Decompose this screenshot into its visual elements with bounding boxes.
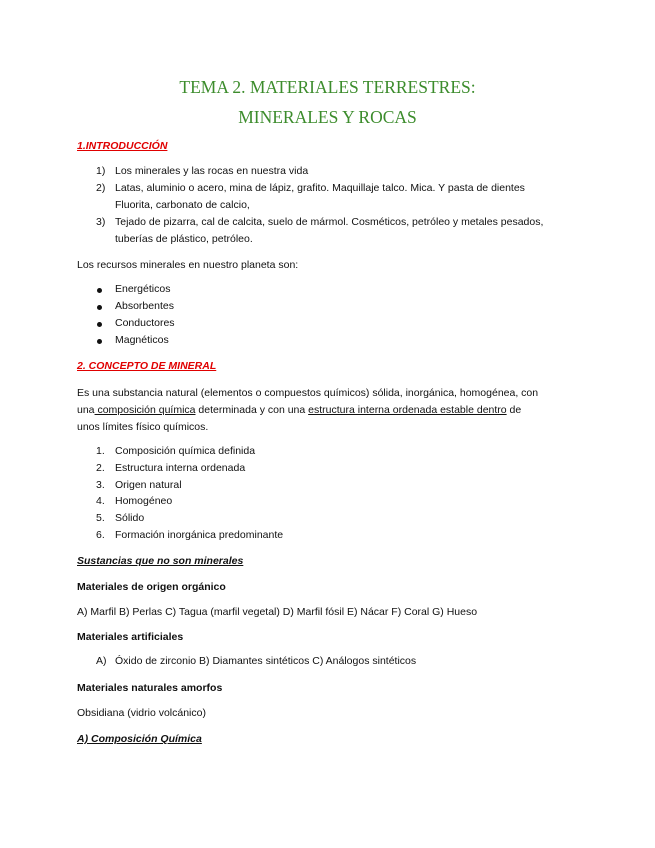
list-number: 1) bbox=[96, 165, 106, 177]
bullet-item: Energéticos bbox=[115, 283, 171, 295]
list-item: Latas, aluminio o acero, mina de lápiz, grafito. Maquillaje talco. Mica. Y pasta de dientes bbox=[115, 182, 525, 194]
non-minerals-heading: Sustancias que no son minerales bbox=[77, 555, 244, 567]
resources-intro: Los recursos minerales en nuestro planeta son: bbox=[77, 259, 299, 271]
section-heading-introduccion: 1.INTRODUCCIÓN bbox=[77, 140, 168, 152]
list-number: 4. bbox=[96, 495, 105, 507]
list-number: 5. bbox=[96, 512, 105, 524]
definition-text: de bbox=[506, 404, 522, 416]
bullet-icon bbox=[97, 322, 102, 327]
property-item: Origen natural bbox=[115, 479, 182, 491]
amorphous-list: Obsidiana (vidrio volcánico) bbox=[77, 707, 206, 719]
property-item: Homogéneo bbox=[115, 495, 173, 507]
property-item: Sólido bbox=[115, 512, 145, 524]
section-heading-concepto: 2. CONCEPTO DE MINERAL bbox=[77, 360, 217, 372]
amorphous-heading: Materiales naturales amorfos bbox=[77, 682, 223, 694]
bullet-icon bbox=[97, 305, 102, 310]
document-title-line-1: TEMA 2. MATERIALES TERRESTRES: bbox=[179, 77, 476, 97]
document-title-line-2: MINERALES Y ROCAS bbox=[238, 107, 417, 127]
definition-underlined-estructura: estructura interna ordenada estable dentro bbox=[308, 404, 507, 416]
list-item-continuation: tuberías de plástico, petróleo. bbox=[115, 233, 253, 245]
bullet-item: Magnéticos bbox=[115, 334, 169, 346]
definition-underlined-composicion: composición química bbox=[94, 404, 196, 416]
list-number: 3) bbox=[96, 216, 106, 228]
list-number: 3. bbox=[96, 479, 105, 491]
definition-text: una bbox=[77, 404, 95, 416]
list-number: 1. bbox=[96, 445, 105, 457]
bullet-icon bbox=[97, 339, 102, 344]
bullet-item: Conductores bbox=[115, 317, 175, 329]
definition-text: determinada y con una bbox=[195, 404, 309, 416]
organic-list: A) Marfil B) Perlas C) Tagua (marfil vegetal) D) Marfil fósil E) Nácar F) Coral G) Hueso bbox=[77, 606, 478, 618]
definition-line-1: Es una substancia natural (elementos o compuestos químicos) sólida, inorgánica, homogénea, con bbox=[77, 387, 539, 399]
property-item: Formación inorgánica predominante bbox=[115, 529, 284, 541]
definition-line-3: unos límites físico químicos. bbox=[77, 421, 209, 433]
composicion-quimica-heading: A) Composición Química bbox=[77, 733, 202, 745]
organic-heading: Materiales de origen orgánico bbox=[77, 581, 226, 593]
list-item-continuation: Fluorita, carbonato de calcio, bbox=[115, 199, 250, 211]
list-item: Tejado de pizarra, cal de calcita, suelo de mármol. Cosméticos, petróleo y metales pesados, bbox=[115, 216, 544, 228]
bullet-item: Absorbentes bbox=[115, 300, 174, 312]
property-item: Estructura interna ordenada bbox=[115, 462, 246, 474]
list-number: 6. bbox=[96, 529, 105, 541]
list-number: 2. bbox=[96, 462, 105, 474]
list-number: 2) bbox=[96, 182, 106, 194]
list-item: Los minerales y las rocas en nuestra vida bbox=[115, 165, 309, 177]
artificial-heading: Materiales artificiales bbox=[77, 631, 184, 643]
bullet-icon bbox=[97, 288, 102, 293]
list-number: A) bbox=[96, 655, 107, 667]
artificial-list: Óxido de zirconio B) Diamantes sintéticos C) Análogos sintéticos bbox=[115, 655, 417, 667]
definition-line-2 bbox=[77, 402, 521, 418]
property-item: Composición química definida bbox=[115, 445, 256, 457]
